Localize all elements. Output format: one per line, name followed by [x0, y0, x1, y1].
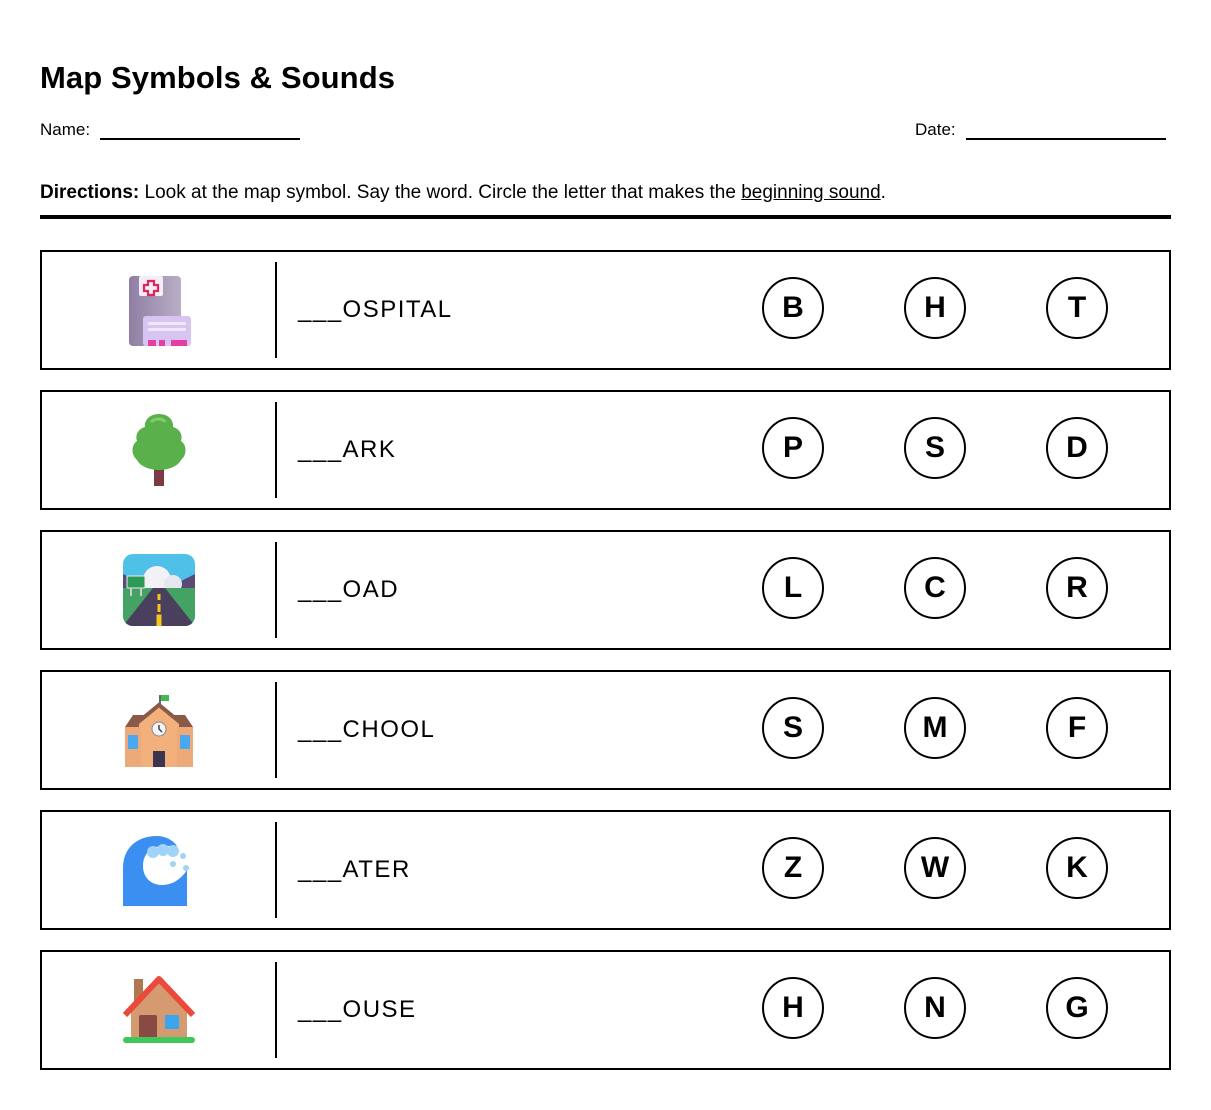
- letter-choice[interactable]: H: [904, 277, 966, 339]
- row-divider: [275, 542, 277, 638]
- row-divider: [275, 262, 277, 358]
- date-label: Date:: [915, 120, 956, 139]
- school-icon: [123, 693, 195, 767]
- hospital-icon: [127, 274, 191, 346]
- directions-emphasis: beginning sound: [741, 182, 881, 203]
- directions-label: Directions:: [40, 182, 140, 203]
- exercise-list: [40, 250, 1171, 1090]
- directions: [40, 182, 886, 204]
- row-divider: [275, 402, 277, 498]
- letter-choice[interactable]: G: [1046, 977, 1108, 1039]
- letter-choice[interactable]: L: [762, 557, 824, 619]
- water-wave-icon: [123, 834, 195, 906]
- header-divider: [40, 215, 1171, 219]
- exercise-row: [40, 390, 1171, 510]
- exercise-row: [40, 250, 1171, 370]
- exercise-row: [40, 670, 1171, 790]
- word-prompt: ___OUSE: [298, 996, 417, 1023]
- exercise-row: [40, 530, 1171, 650]
- house-icon: [123, 975, 195, 1045]
- letter-choice[interactable]: T: [1046, 277, 1108, 339]
- name-blank-line[interactable]: [100, 124, 300, 140]
- row-divider: [275, 822, 277, 918]
- directions-text: Look at the map symbol. Say the word. Circle the letter that makes the: [139, 182, 742, 203]
- letter-choice[interactable]: M: [904, 697, 966, 759]
- letter-choice[interactable]: F: [1046, 697, 1108, 759]
- letter-choice[interactable]: P: [762, 417, 824, 479]
- date-field: [915, 120, 1166, 140]
- word-prompt: ___OAD: [298, 576, 400, 603]
- directions-end: .: [880, 182, 886, 203]
- letter-choice[interactable]: Z: [762, 837, 824, 899]
- word-prompt: ___ARK: [298, 436, 397, 463]
- word-prompt: ___CHOOL: [298, 716, 436, 743]
- word-prompt: ___ATER: [298, 856, 411, 883]
- row-divider: [275, 962, 277, 1058]
- road-icon: [123, 554, 195, 626]
- letter-choice[interactable]: B: [762, 277, 824, 339]
- row-divider: [275, 682, 277, 778]
- letter-choice[interactable]: H: [762, 977, 824, 1039]
- tree-icon: [127, 412, 191, 488]
- page-title: Map Symbols & Sounds: [40, 60, 396, 95]
- letter-choice[interactable]: N: [904, 977, 966, 1039]
- letter-choice[interactable]: K: [1046, 837, 1108, 899]
- word-prompt: ___OSPITAL: [298, 296, 453, 323]
- letter-choice[interactable]: S: [762, 697, 824, 759]
- name-field: [40, 120, 300, 140]
- name-label: Name:: [40, 120, 91, 139]
- letter-choice[interactable]: W: [904, 837, 966, 899]
- date-blank-line[interactable]: [966, 124, 1166, 140]
- exercise-row: [40, 950, 1171, 1070]
- letter-choice[interactable]: S: [904, 417, 966, 479]
- letter-choice[interactable]: D: [1046, 417, 1108, 479]
- exercise-row: [40, 810, 1171, 930]
- letter-choice[interactable]: R: [1046, 557, 1108, 619]
- letter-choice[interactable]: C: [904, 557, 966, 619]
